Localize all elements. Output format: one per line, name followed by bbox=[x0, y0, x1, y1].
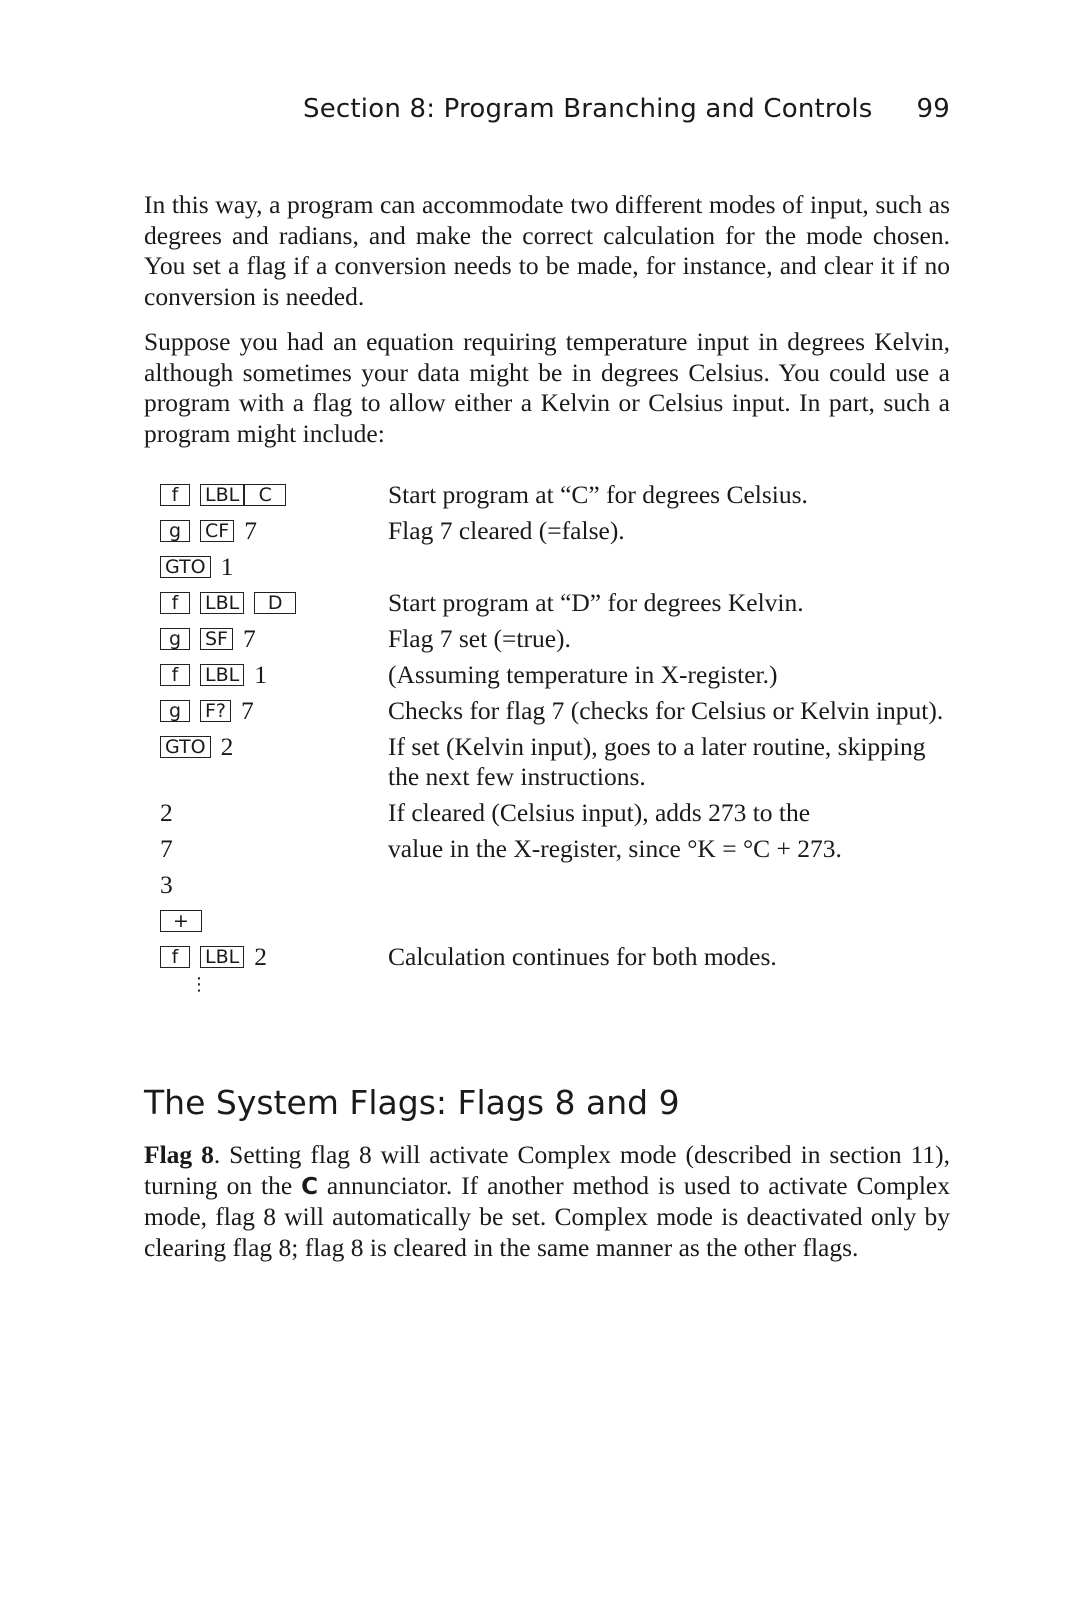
keystrokes bbox=[160, 906, 388, 936]
step-description: If set (Kelvin input), goes to a later routine, skipping the next few instructions. bbox=[388, 732, 926, 791]
step-description bbox=[388, 870, 960, 900]
step-description: Flag 7 cleared (=false). bbox=[388, 516, 625, 545]
key-c: C bbox=[244, 484, 286, 506]
key-f: f bbox=[160, 484, 190, 506]
keystrokes bbox=[160, 480, 388, 510]
complex-annunciator: C bbox=[301, 1173, 318, 1200]
page-number: 99 bbox=[916, 94, 950, 124]
key-gto: GTO bbox=[160, 556, 211, 578]
program-step bbox=[160, 906, 960, 936]
key-g: g bbox=[160, 520, 190, 542]
program-listing bbox=[160, 480, 960, 998]
key-g: g bbox=[160, 628, 190, 650]
keystrokes bbox=[160, 696, 388, 726]
step-description: Calculation continues for both modes. bbox=[388, 942, 777, 971]
key-f: f bbox=[160, 946, 190, 968]
step-description: value in the X-register, since °K = °C + 273. bbox=[388, 834, 842, 863]
program-step bbox=[160, 660, 960, 690]
program-step bbox=[160, 942, 960, 972]
key-sf: SF bbox=[200, 628, 233, 650]
step-number: 2 bbox=[160, 798, 173, 827]
step-number: 1 bbox=[220, 552, 234, 581]
key-flag-test: F? bbox=[200, 700, 231, 722]
program-step bbox=[160, 834, 960, 864]
step-description bbox=[388, 552, 960, 582]
program-step bbox=[160, 624, 960, 654]
keystrokes bbox=[160, 516, 388, 546]
program-step bbox=[160, 798, 960, 828]
key-plus: + bbox=[160, 910, 202, 932]
running-header bbox=[0, 94, 950, 124]
intro-paragraph-1: In this way, a program can accommodate two different modes of input, such as degrees and radians, and make the correct calculation for the mode chosen. You set a flag if a conversion needs to be made, for instance, and clear it if no conversion is needed. bbox=[144, 190, 950, 311]
step-description: Start program at “C” for degrees Celsius. bbox=[388, 480, 808, 509]
keystrokes bbox=[160, 660, 388, 690]
program-step bbox=[160, 696, 960, 726]
program-step bbox=[160, 732, 960, 792]
step-number: 1 bbox=[254, 660, 267, 689]
keystrokes bbox=[160, 732, 388, 762]
step-description: If cleared (Celsius input), adds 273 to the bbox=[388, 798, 811, 827]
keystrokes bbox=[160, 624, 388, 654]
key-lbl: LBL bbox=[200, 592, 244, 614]
vertical-ellipsis-icon: ⋮ bbox=[190, 974, 208, 995]
program-step bbox=[160, 552, 960, 582]
key-cf: CF bbox=[200, 520, 234, 542]
key-lbl: LBL bbox=[200, 946, 244, 968]
step-number: 7 bbox=[244, 516, 257, 545]
step-number: 2 bbox=[220, 732, 234, 761]
flag8-label: Flag 8 bbox=[144, 1140, 214, 1169]
key-lbl: LBL bbox=[200, 664, 244, 686]
key-g: g bbox=[160, 700, 190, 722]
keystrokes bbox=[160, 798, 388, 828]
keystrokes bbox=[160, 834, 388, 864]
step-description: (Assuming temperature in X-register.) bbox=[388, 660, 778, 689]
program-step bbox=[160, 516, 960, 546]
keystrokes bbox=[160, 588, 388, 618]
intro-paragraph-2: Suppose you had an equation requiring temperature input in degrees Kelvin, although sometimes your data might be in degrees Celsius. You could use a program with a flag to allow either a Kelvin or Celsius input. In part, such a program might include: bbox=[144, 327, 950, 448]
program-step bbox=[160, 588, 960, 618]
step-description: Flag 7 set (=true). bbox=[388, 624, 571, 653]
key-lbl: LBL bbox=[200, 484, 244, 506]
step-description: Start program at “D” for degrees Kelvin. bbox=[388, 588, 804, 617]
step-number: 3 bbox=[160, 870, 173, 899]
program-step bbox=[160, 870, 960, 900]
section-title: The System Flags: Flags 8 and 9 bbox=[144, 1083, 680, 1122]
key-d: D bbox=[254, 592, 296, 614]
step-description bbox=[388, 906, 960, 936]
step-number: 7 bbox=[243, 624, 256, 653]
program-step bbox=[160, 480, 960, 510]
keystrokes bbox=[160, 870, 388, 900]
key-f: f bbox=[160, 592, 190, 614]
flag8-text-before: . Setting flag 8 will activate Complex mode (described in section 11), turning on the bbox=[144, 1140, 950, 1200]
step-description: Checks for flag 7 (checks for Celsius or Kelvin input). bbox=[388, 696, 944, 725]
key-gto: GTO bbox=[160, 736, 211, 758]
keystrokes bbox=[160, 552, 388, 582]
step-number: 2 bbox=[254, 942, 267, 971]
keystrokes bbox=[160, 942, 388, 972]
flag8-paragraph bbox=[144, 1140, 950, 1263]
flag8-text-after: annunciator. If another method is used to activate Complex mode, flag 8 will automatically be set. Complex mode is deactivated only by clearing flag 8; flag 8 is cleared in the same manner as the other flags. bbox=[144, 1170, 950, 1262]
section-header-text: Section 8: Program Branching and Controls bbox=[303, 94, 873, 124]
step-number: 7 bbox=[160, 834, 173, 863]
step-number: 7 bbox=[241, 696, 254, 725]
program-continuation bbox=[160, 974, 960, 995]
key-f: f bbox=[160, 664, 190, 686]
